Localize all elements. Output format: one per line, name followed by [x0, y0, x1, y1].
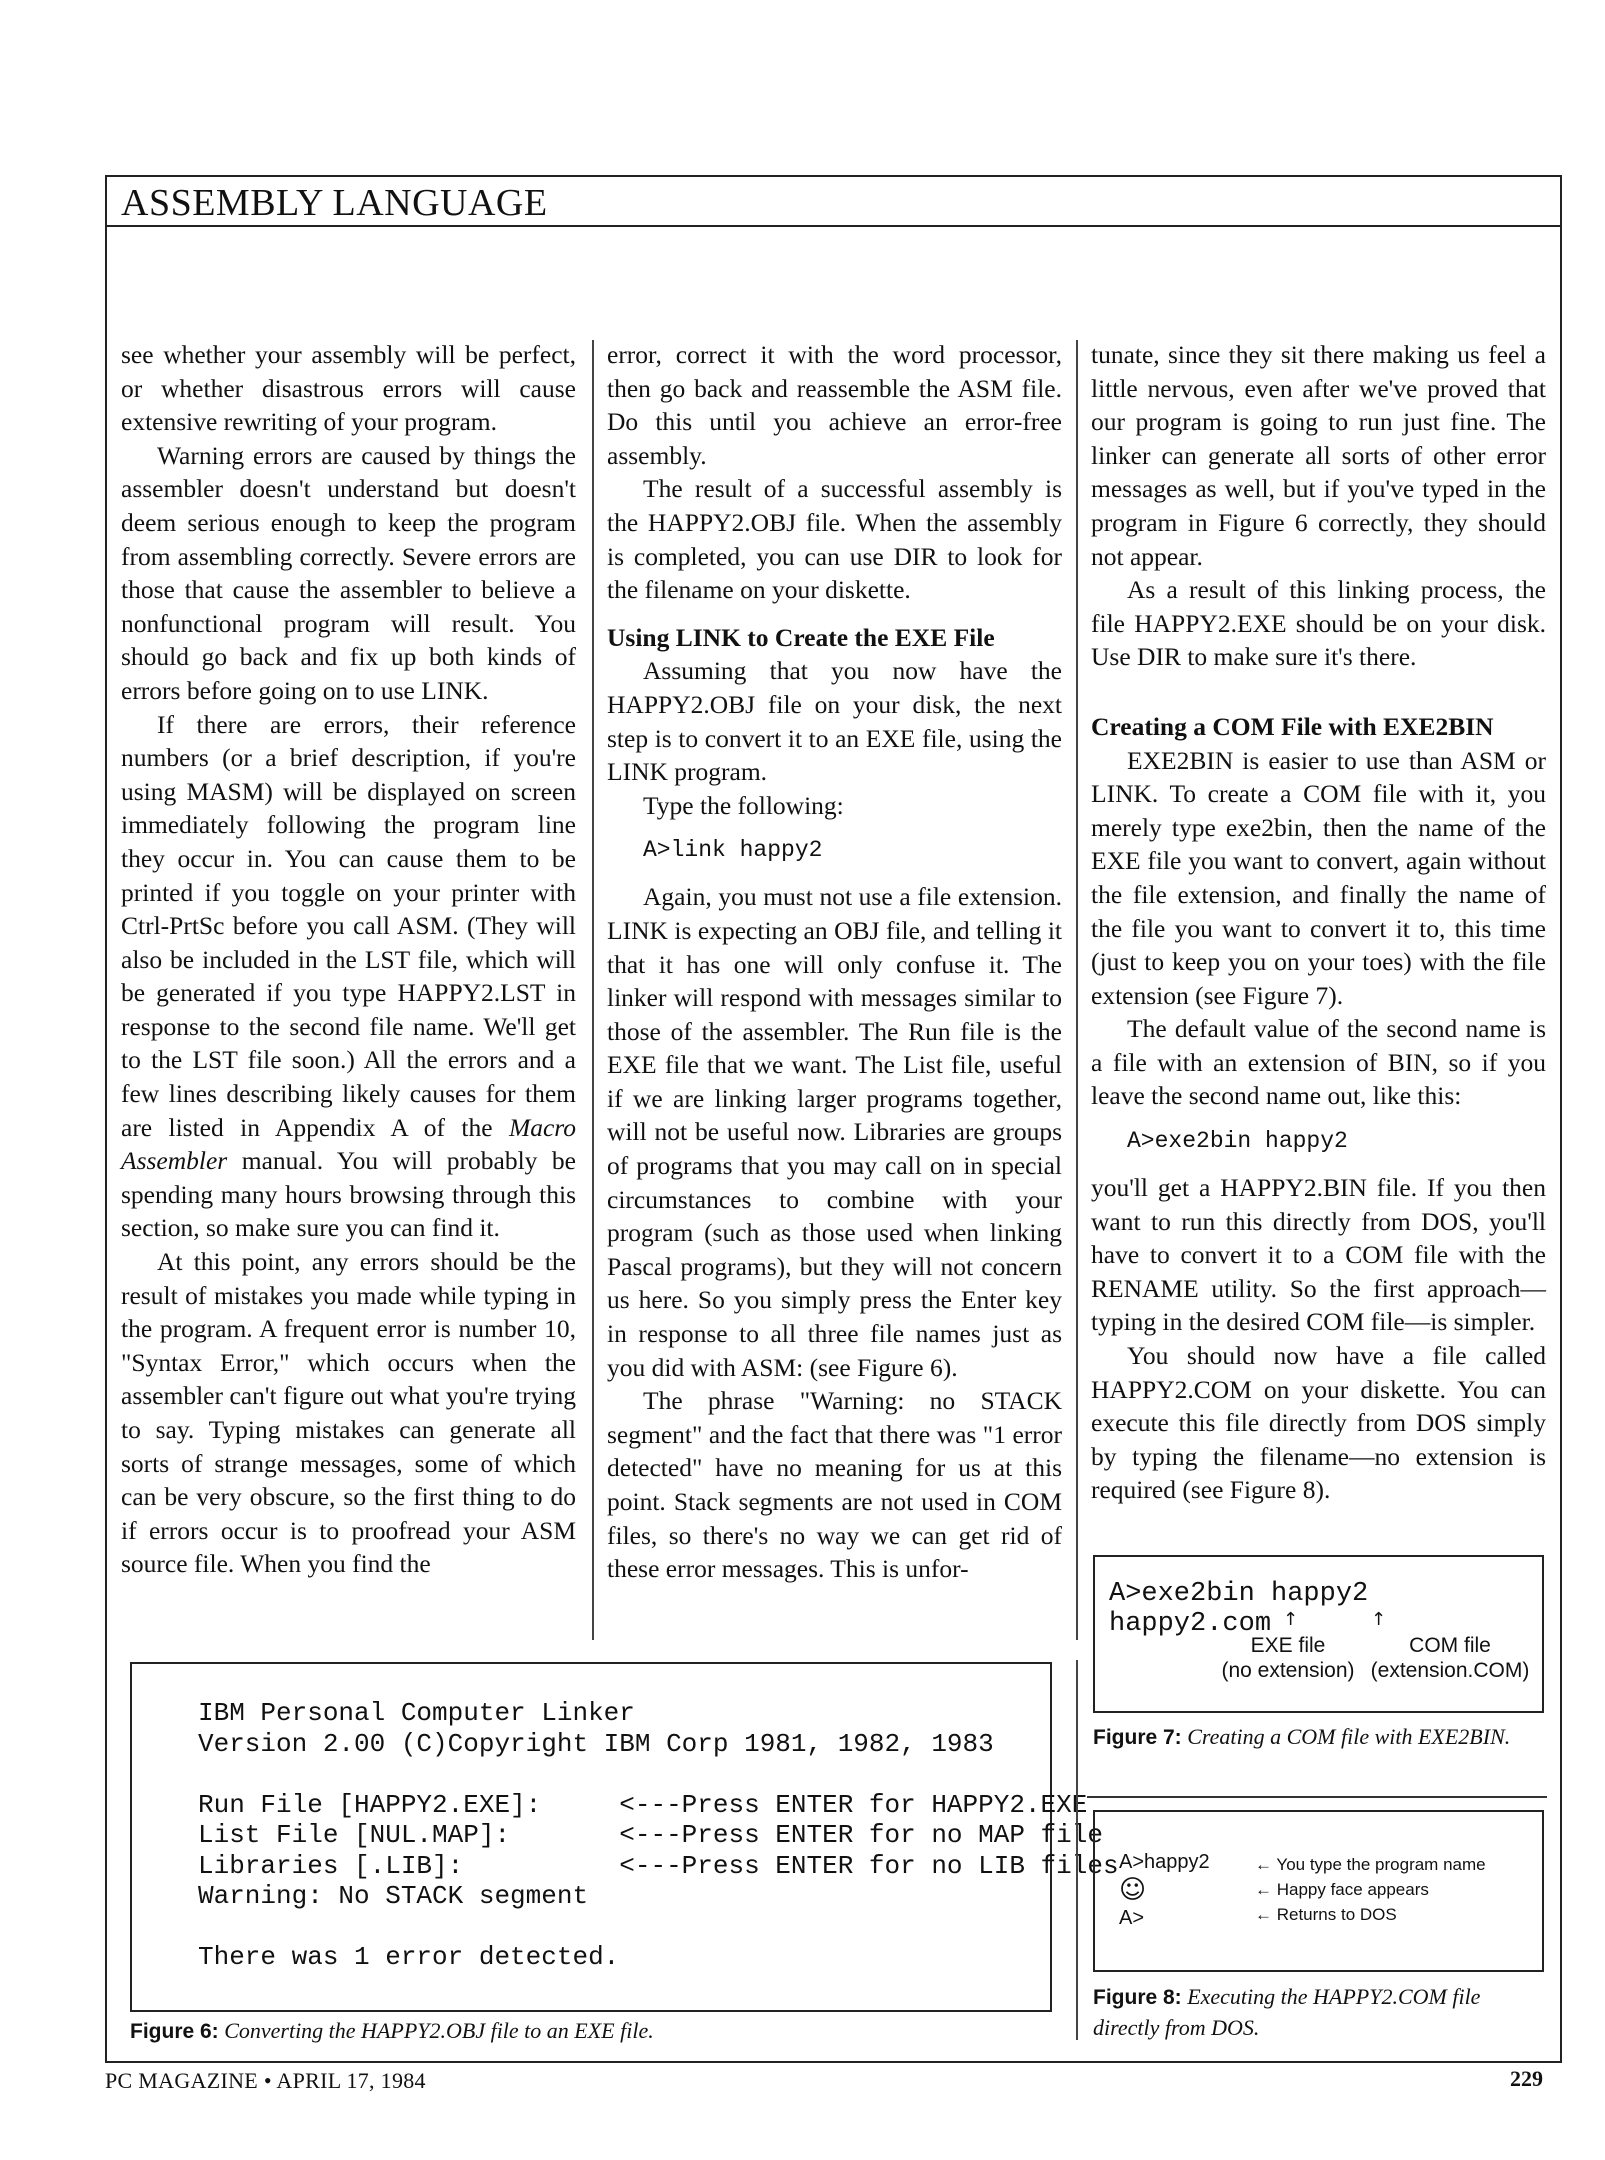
paragraph: you'll get a HAPPY2.BIN file. If you then want to run this directly from DOS, you'll have to convert it to a COM file with the RENAME utility. So the first approach—typing in the desired COM file—is simpler. — [1091, 1173, 1546, 1337]
column-1 — [121, 338, 576, 1581]
paragraph: EXE2BIN is easier to use than ASM or LINK. To create a COM file with it, you merely type exe2bin, then the name of the EXE file you want to convert, again without the file extension, and finally the name of the file you want to convert it to, this time (just to keep you on your toes) with the file extension (see Figure 7). — [1091, 745, 1546, 1010]
caption-label: Figure 6: — [130, 2020, 219, 2043]
exe-file-label: EXE file (no extension) — [1221, 1634, 1355, 1682]
figure-7-box — [1093, 1555, 1544, 1713]
paragraph: see whether your assembly will be perfect, or whether disastrous errors will cause extensive rewriting of your program. — [121, 340, 576, 437]
figure-6-caption — [130, 2016, 654, 2047]
paragraph: The phrase "Warning: no STACK segment" and the fact that there was "1 error detected" have no meaning for us at this point. Stack segments are not used in COM files, so there's no way we can get rid of these error messages. This is unfor- — [607, 1386, 1062, 1584]
page-number: 229 — [1510, 2066, 1543, 2091]
figure-divider — [1087, 1796, 1547, 1798]
section-title: ASSEMBLY LANGUAGE — [121, 182, 548, 224]
dos-session — [1119, 1848, 1210, 1932]
caption-text: Executing the HAPPY2.COM file directly from DOS. — [1093, 1984, 1481, 2040]
magazine-footer: PC MAGAZINE • APRIL 17, 1984 — [105, 2068, 426, 2093]
up-arrow-icon: ↑ — [1371, 1609, 1387, 1630]
italic-title: Macro Assembler — [121, 1112, 576, 1176]
prompt-line: A> — [1119, 1907, 1145, 1929]
paragraph: Assuming that you now have the HAPPY2.OBJ file on your disk, the next step is to convert it to an EXE file, using the LINK program. — [607, 656, 1062, 787]
column-divider — [1076, 340, 1078, 1640]
paragraph: At this point, any errors should be the result of mistakes you made while typing in the program. A frequent error is number 10, "Syntax Error," which occurs when the assembler can't figure out what you're trying to say. Typing mistakes can generate all sorts of strange messages, some of which can be very obscure, so the first thing to do if errors occur is to proofread your ASM source file. When you find the — [121, 1247, 576, 1579]
linker-output: IBM Personal Computer Linker Version 2.00 (C)Copyright IBM Corp 1981, 1982, 1983 Run File [HAPPY2.EXE]: <---Press ENTER for HAPPY2.EXE List File [NUL.MAP]: <---Press ENTER for no MAP file Libraries [.LIB]: <---Press ENTER for no LIB files Warning: No STACK segment There was 1 error detected. — [198, 1698, 1119, 1972]
figure-6-box — [130, 1662, 1119, 2012]
subheading: Using LINK to Create the EXE File — [607, 622, 995, 652]
paragraph: You should now have a file called HAPPY2.COM on your diskette. You can execute this file directly from DOS simply by typing the filename—no extension is required (see Figure 8). — [1091, 1341, 1546, 1505]
figure-7-caption — [1093, 1722, 1548, 1753]
column-2 — [607, 338, 1062, 1586]
annotation: ← Returns to DOS — [1255, 1905, 1397, 1924]
paragraph-text: If there are errors, their reference numbers (or a brief description, if you're using MASM) will be displayed on screen immediately following the program line they occur in. You can cause them to be printed if you toggle on your printer with Ctrl-PrtSc before you call ASM. (They will also be included in the LST file, which will be generated if you type HAPPY2.LST in response to the second file name. We'll get to the LST file soon.) All the errors and a few lines describing likely causes for them are listed in Appendix A of the — [121, 709, 576, 1142]
paragraph — [121, 708, 576, 1246]
column-3 — [1091, 338, 1546, 1507]
paragraph: The result of a successful assembly is the HAPPY2.OBJ file. When the assembly is completed, you can use DIR to look for the filename on your diskette. — [607, 474, 1062, 605]
paragraph: Again, you must not use a file extension. LINK is expecting an OBJ file, and telling it that it has one will only confuse it. The linker will respond with messages similar to those of the assembler. The Run file is the EXE file that we want. The List file, useful if we are linking larger programs together, will not be useful now. Libraries are groups of programs that you may call on in special circumstances to combine with your program (such as those used when linking Pascal programs), but they will not concern us here. So you simply press the Enter key in response to all three file names just as you did with ASM: (see Figure 6). — [607, 882, 1062, 1382]
annotation: ← You type the program name — [1255, 1855, 1486, 1874]
caption-text: Creating a COM file with EXE2BIN. — [1187, 1724, 1511, 1749]
up-arrow-icon: ↑ — [1283, 1609, 1299, 1630]
figure-8-box — [1093, 1810, 1544, 1972]
column-divider — [592, 340, 594, 1640]
paragraph: Warning errors are caused by things the assembler doesn't understand but doesn't deem serious enough to keep the program from assembling correctly. Severe errors are those that cause the assembler to believe a nonfunctional program will result. You should go back and fix up both kinds of errors before going on to use LINK. — [121, 440, 576, 705]
paragraph: tunate, since they sit there making us feel a little nervous, even after we've proved that our program is going to run just fine. The linker can generate all sorts of other error messages as well, but if you've typed in the program in Figure 6 correctly, they should not appear. — [1091, 340, 1546, 571]
happy-face-icon: ☺ — [1119, 1875, 1147, 1905]
caption-text: Converting the HAPPY2.OBJ file to an EXE file. — [224, 2018, 654, 2043]
caption-label: Figure 7: — [1093, 1726, 1182, 1749]
caption-label: Figure 8: — [1093, 1986, 1182, 2009]
column-divider — [1076, 1660, 1078, 2040]
annotation: ← Happy face appears — [1255, 1880, 1429, 1899]
paragraph: Type the following: — [643, 790, 844, 820]
subheading: Creating a COM File with EXE2BIN — [1091, 711, 1494, 741]
paragraph: As a result of this linking process, the file HAPPY2.EXE should be on your disk. Use DIR to make sure it's there. — [1091, 575, 1546, 672]
command-line: A>happy2 — [1119, 1851, 1210, 1873]
code-line: A>exe2bin happy2 — [1127, 1128, 1348, 1155]
code-line: A>link happy2 — [643, 837, 823, 864]
exe2bin-command: A>exe2bin happy2 happy2.com — [1109, 1579, 1369, 1639]
section-header — [105, 175, 1562, 227]
com-file-label: COM file (extension.COM) — [1370, 1634, 1530, 1682]
paragraph: error, correct it with the word processor, then go back and reassemble the ASM file. Do this until you achieve an error-free assembly. — [607, 340, 1062, 470]
paragraph: The default value of the second name is a file with an extension of BIN, so if you leave the second name out, like this: — [1091, 1014, 1546, 1111]
annotations — [1255, 1852, 1486, 1927]
paragraph-text: manual. You will probably be spending many hours browsing through this section, so make sure you can find it. — [121, 1146, 577, 1243]
figure-8-caption — [1093, 1982, 1548, 2043]
